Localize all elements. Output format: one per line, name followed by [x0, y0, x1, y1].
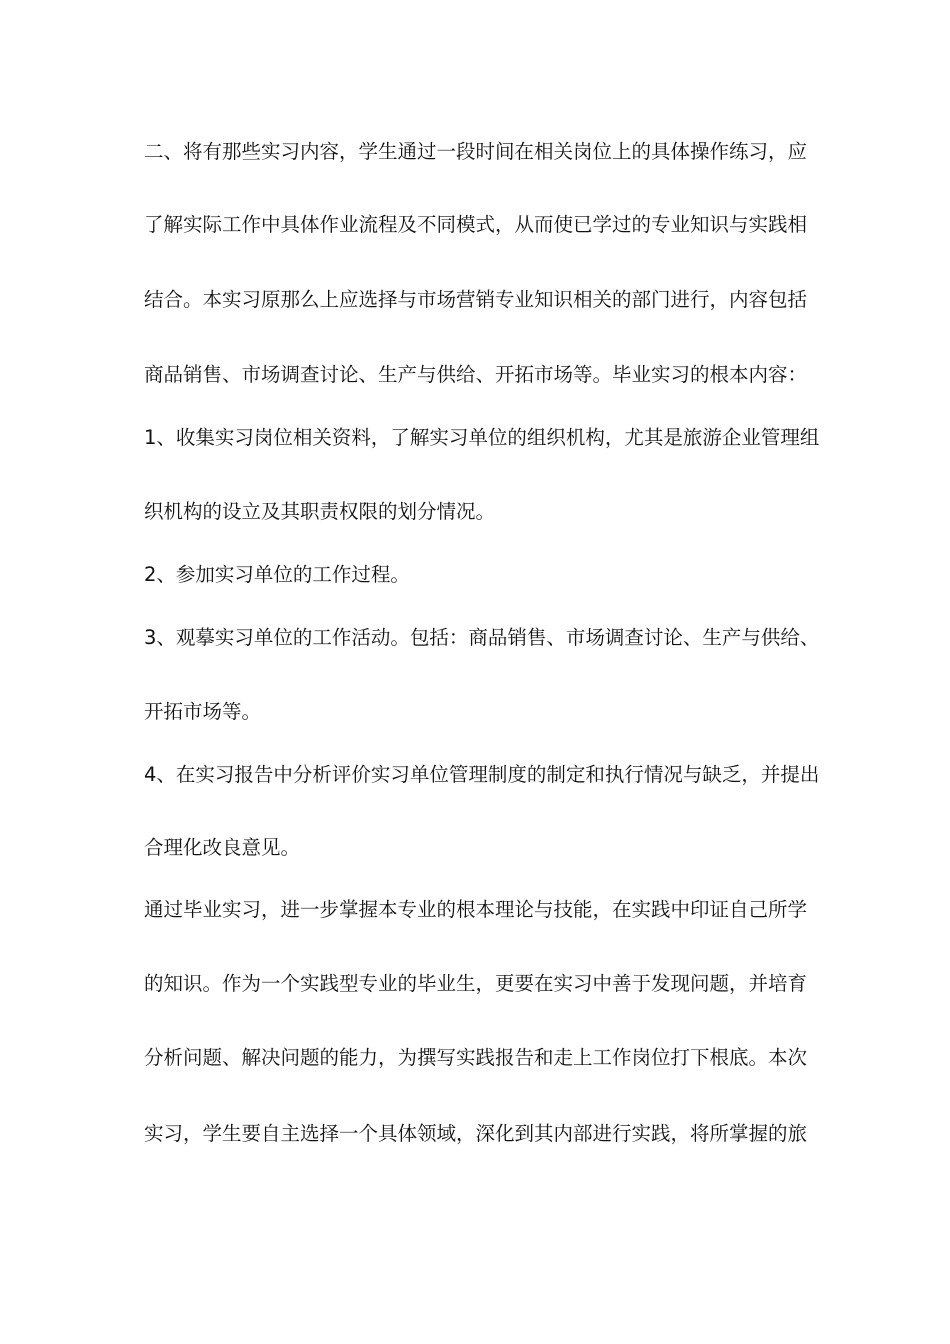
paragraph-line: 了解实际工作中具体作业流程及不同模式，从而使已学过的专业知识与实践相: [144, 213, 808, 236]
list-item-line: 织机构的设立及其职责权限的划分情况。: [144, 500, 496, 523]
list-item-line: 2、参加实习单位的工作过程。: [144, 563, 410, 586]
paragraph-line: 分析问题、解决问题的能力，为撰写实践报告和走上工作岗位打下根底。本次: [144, 1046, 808, 1069]
paragraph-line: 通过毕业实习，进一步掌握本专业的根本理论与技能，在实践中印证自己所学: [144, 898, 808, 921]
paragraph-line: 二、将有那些实习内容，学生通过一段时间在相关岗位上的具体操作练习，应: [144, 140, 808, 163]
paragraph-line: 的知识。作为一个实践型专业的毕业生，更要在实习中善于发现问题，并培育: [144, 972, 808, 995]
list-item-line: 4、在实习报告中分析评价实习单位管理制度的制定和执行情况与缺乏，并提出: [144, 763, 820, 786]
paragraph-line: 商品销售、市场调查讨论、生产与供给、开拓市场等。毕业实习的根本内容：: [144, 363, 808, 386]
list-item-line: 1、收集实习岗位相关资料，了解实习单位的组织机构，尤其是旅游企业管理组: [144, 426, 820, 449]
list-item-line: 合理化改良意见。: [144, 836, 301, 859]
list-item-line: 开拓市场等。: [144, 700, 262, 723]
list-item-line: 3、观摹实习单位的工作活动。包括：商品销售、市场调查讨论、生产与供给、: [144, 626, 820, 649]
paragraph-line: 实习，学生要自主选择一个具体领域，深化到其内部进行实践，将所掌握的旅: [144, 1122, 808, 1145]
paragraph-line: 结合。本实习原那么上应选择与市场营销专业知识相关的部门进行，内容包括: [144, 288, 808, 311]
